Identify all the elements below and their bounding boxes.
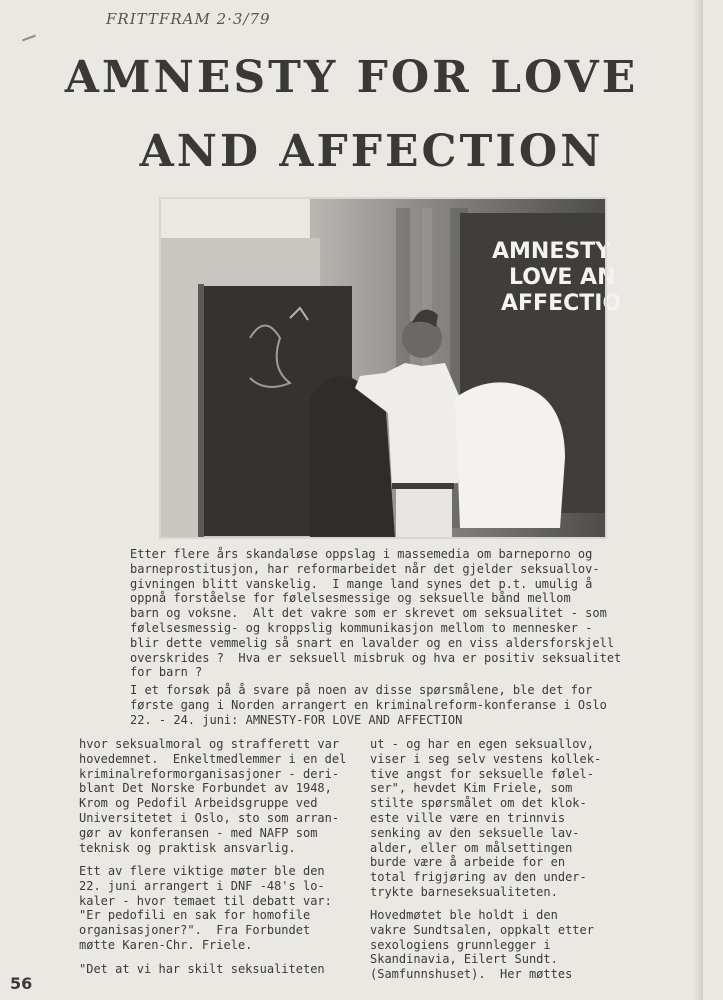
banner-text-line-1: AMNESTY (492, 239, 612, 264)
column-2-paragraph-2: Hovedmøtet ble holdt i den vakre Sundtsalen, oppkalt etter sexologiens grunnlegger i Skandinavia, Eilert Sundt. (Samfunnshuset). Her møttes (370, 908, 594, 982)
column-2-paragraph-1: ut - og har en egen seksuallov, viser i seg selv vestens kollek- tive angst for seksuelle følel- ser", hevdet Kim Friele, som stilte spørsmålet om det klok- este ville være en trinnvis senking av den seksuelle lav- alder, eller om målsettingen burde være å arbeide for en total frigjøring av den under- trykte barneseksualiteten. (370, 737, 602, 899)
handwritten-note: FRITTFRAM 2·3/79 (106, 10, 271, 28)
headline-line-2: AND AFFECTION (139, 126, 604, 177)
intro-paragraph-1: Etter flere års skandaløse oppslag i massemedia om barneporno og barneprostitusjon, har reformarbeidet når det gjelder seksuallov- givningen blitt vanskelig. I mange land synes det p.t. umulig å oppnå forståelse for følelsesmessige og seksuelle bånd mellom barn og voksne. Alt det vakre som er skrevet om seksualitet - som følelsesmessig- og kroppslig kommunikasjon mellom to mennesker - blir dette vemmelig så snart en lavalder og en viss aldersforskjell overskrides ? Hva er seksuell misbruk og hva er positiv seksualitet for barn ? (130, 547, 622, 680)
banner-text-line-3: AFFECTIO (501, 291, 622, 316)
page-number: 56 (10, 974, 33, 993)
intro-paragraph-2: I et forsøk på å svare på noen av disse spørsmålene, ble det for første gang i Norden arrangert en kriminalreform-konferanse i Oslo 22. - 24. juni: AMNESTY-FOR LOVE AND AFFECTION (130, 683, 607, 727)
ink-mark (22, 35, 36, 42)
headline-line-1: AMNESTY FOR LOVE (64, 52, 639, 103)
conference-photo (160, 198, 622, 538)
column-1-paragraph-1: hvor seksualmoral og strafferett var hovedemnet. Enkeltmedlemmer i en del kriminalreformorganisasjoner - deri- blant Det Norske Forbundet av 1948, Krom og Pedofil Arbeidsgruppe ved Universitetet i Oslo, sto som arran- gør av konferansen - med NAFP som teknisk og praktisk ansvarlig. (79, 737, 347, 855)
column-1-paragraph-2: Ett av flere viktige møter ble den 22. juni arrangert i DNF -48's lo- kaler - hvor temaet til debatt var: "Er pedofili en sak for homofile organisasjoner?". Fra Forbundet møtte Karen-Chr. Friele. (79, 864, 332, 952)
banner-text-line-2: LOVE AN (509, 265, 616, 290)
column-1-paragraph-3: "Det at vi har skilt seksualiteten (79, 962, 325, 976)
